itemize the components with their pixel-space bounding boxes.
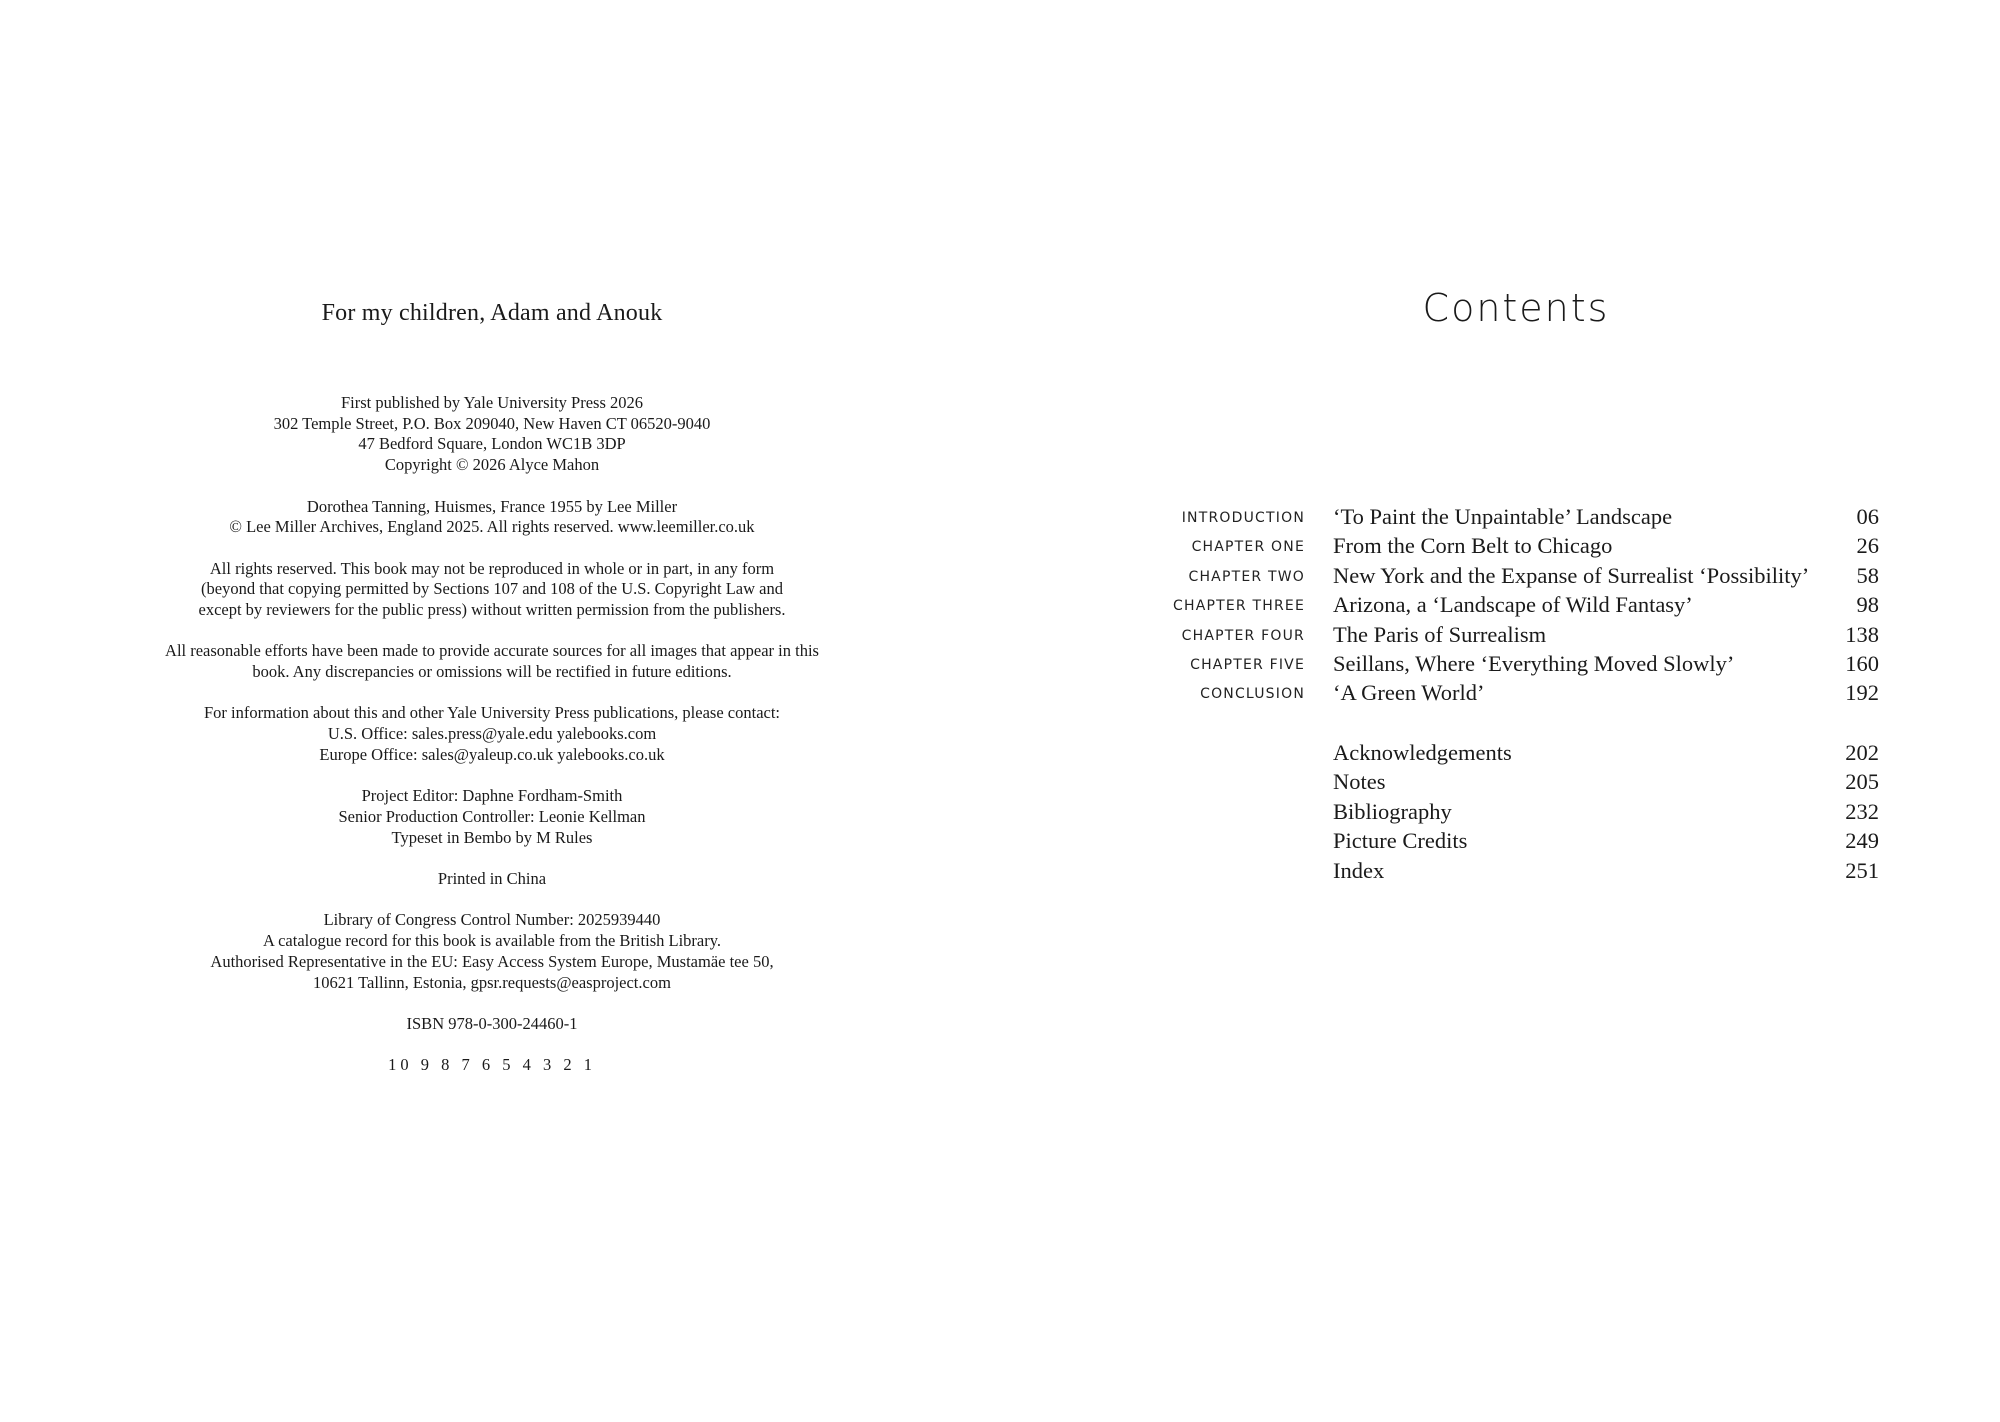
toc-entry: [1000, 828, 2000, 857]
toc-chapter-label: INTRODUCTION: [1181, 510, 1305, 526]
imprint-block: [0, 393, 992, 476]
toc-back-matter-title: Notes: [1333, 769, 1386, 795]
imprint-line: For information about this and other Yale University Press publications, please contact:: [203, 703, 781, 723]
toc-entry: [1000, 563, 2000, 592]
toc-entry: [1000, 769, 2000, 798]
toc-entry: [1000, 740, 2000, 769]
imprint-line: A catalogue record for this book is available from the British Library.: [262, 931, 722, 951]
imprint-line: Senior Production Controller: Leonie Kellman: [338, 806, 646, 826]
imprint-line: ISBN 978-0-300-24460-1: [406, 1013, 578, 1033]
imprint-block: [0, 641, 992, 682]
toc-page-number: 249: [1845, 828, 1879, 854]
toc-back-matter-title: Picture Credits: [1333, 828, 1468, 854]
imprint-line: Europe Office: sales@yaleup.co.uk yalebooks.co.uk: [319, 744, 665, 764]
imprint-line: Printed in China: [437, 869, 547, 889]
toc-back-matter-list: [1000, 740, 2000, 887]
toc-page-number: 06: [1856, 504, 1879, 529]
toc-entry: [1000, 799, 2000, 828]
toc-page-number: 98: [1856, 592, 1879, 618]
imprint-line: 10 9 8 7 6 5 4 3 2 1: [388, 1055, 596, 1075]
toc-back-matter-title: Index: [1333, 857, 1385, 883]
right-page: [1000, 0, 2000, 1422]
imprint-block: [0, 497, 992, 538]
toc-entry: [1000, 504, 2000, 533]
toc-page-number: 26: [1856, 533, 1879, 559]
imprint-block: [0, 1014, 992, 1035]
imprint-line: Authorised Representative in the EU: Easy Access System Europe, Mustamäe tee 50,: [210, 951, 774, 971]
toc-entry: [1000, 622, 2000, 651]
imprint-line: book. Any discrepancies or omissions will be rectified in future editions.: [252, 662, 732, 682]
toc-chapter-title: ‘To Paint the Unpaintable’ Landscape: [1333, 504, 1673, 529]
imprint-line: U.S. Office: sales.press@yale.edu yalebooks.com: [327, 724, 657, 744]
imprint-line: Project Editor: Daphne Fordham-Smith: [361, 786, 623, 806]
copyright-imprint: [0, 393, 992, 1097]
imprint-block: [0, 869, 992, 890]
toc-entry: [1000, 533, 2000, 562]
imprint-block: [0, 703, 992, 765]
imprint-block: [0, 559, 992, 621]
imprint-line: Copyright © 2026 Alyce Mahon: [384, 455, 600, 475]
imprint-line: except by reviewers for the public press) without written permission from the publishers.: [198, 600, 786, 619]
toc-chapter-label: CHAPTER FOUR: [1181, 627, 1305, 644]
toc-back-matter-title: Acknowledgements: [1333, 740, 1512, 765]
imprint-line: All reasonable efforts have been made to provide accurate sources for all images that appear in this: [165, 641, 819, 661]
toc-chapter-label: CHAPTER TWO: [1188, 568, 1305, 585]
toc-entry: [1000, 651, 2000, 680]
imprint-line: 10621 Tallinn, Estonia, gpsr.requests@easproject.com: [313, 972, 671, 992]
imprint-line: Dorothea Tanning, Huismes, France 1955 by Lee Miller: [306, 496, 678, 516]
imprint-line: (beyond that copying permitted by Sections 107 and 108 of the U.S. Copyright Law and: [201, 579, 783, 599]
toc-page-number: 138: [1845, 621, 1879, 647]
toc-chapter-label: CHAPTER FIVE: [1190, 656, 1305, 673]
imprint-line: All rights reserved. This book may not be reproduced in whole or in part, in any form: [209, 558, 775, 578]
imprint-block: [0, 910, 992, 993]
toc-page-number: 160: [1845, 650, 1879, 676]
toc-page-number: 205: [1845, 769, 1879, 795]
toc-chapter-title: The Paris of Surrealism: [1333, 621, 1547, 647]
dedication: For my children, Adam and Anouk: [321, 300, 663, 326]
toc-entry: [1000, 858, 2000, 887]
contents-title: Contents: [1422, 286, 1610, 330]
toc-entry: [1000, 592, 2000, 621]
imprint-line: 47 Bedford Square, London WC1B 3DP: [358, 434, 626, 454]
imprint-line: First published by Yale University Press 2026: [340, 393, 644, 412]
toc-chapter-label: CHAPTER ONE: [1191, 539, 1305, 556]
imprint-line: © Lee Miller Archives, England 2025. All rights reserved. www.leemiller.co.uk: [229, 517, 755, 537]
toc-chapter-title: ‘A Green World’: [1333, 680, 1485, 706]
toc-page-number: 202: [1845, 740, 1879, 765]
toc-entry: [1000, 680, 2000, 709]
imprint-line: Library of Congress Control Number: 2025939440: [323, 910, 661, 930]
imprint-line: 302 Temple Street, P.O. Box 209040, New Haven CT 06520-9040: [273, 413, 711, 433]
toc-page-number: 232: [1845, 798, 1879, 824]
toc-chapter-title: From the Corn Belt to Chicago: [1333, 533, 1613, 559]
imprint-block: [0, 786, 992, 848]
toc-chapter-title: Seillans, Where ‘Everything Moved Slowly’: [1333, 650, 1735, 676]
toc-page-number: 58: [1856, 562, 1879, 588]
toc-chapter-list: [1000, 504, 2000, 710]
toc-page-number: 192: [1845, 680, 1879, 706]
toc-chapter-label: CONCLUSION: [1200, 686, 1305, 703]
toc-page-number: 251: [1845, 857, 1879, 883]
toc-chapter-title: New York and the Expanse of Surrealist ‘Possibility’: [1333, 562, 1810, 588]
toc-chapter-title: Arizona, a ‘Landscape of Wild Fantasy’: [1333, 592, 1693, 618]
toc-chapter-label: CHAPTER THREE: [1173, 598, 1305, 615]
imprint-line: Typeset in Bembo by M Rules: [391, 827, 593, 847]
imprint-block: [0, 1055, 992, 1076]
toc-back-matter-title: Bibliography: [1333, 798, 1452, 824]
